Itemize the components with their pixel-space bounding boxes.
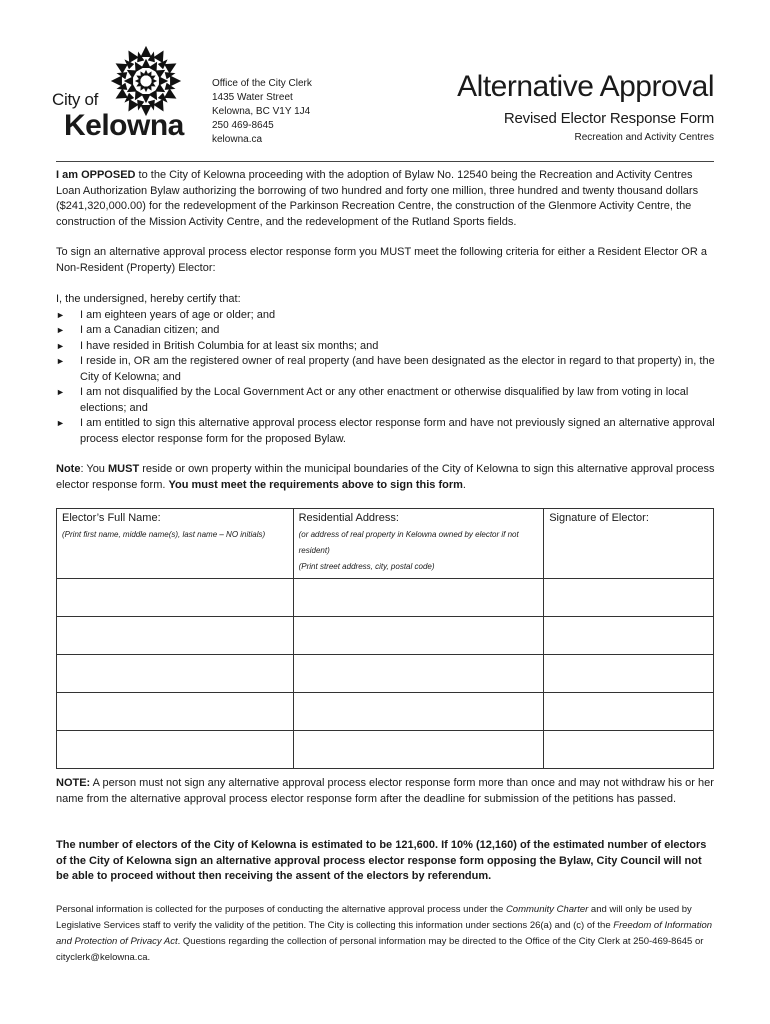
page-subtitle: Revised Elector Response Form [503,110,714,127]
address-cell[interactable] [293,617,544,655]
address-line: 250 469-8645 [212,120,274,131]
privacy-text: and will only be used by Legislative Services staff to verify the validity of the petition. The City is collecting this information under sections 26(a) and (c) of the [56,904,692,931]
address-hint-owner: (or address of real property in Kelowna owned by elector if not resident) [298,530,519,555]
certify-intro: I, the undersigned, hereby certify that: [56,293,241,305]
header-divider [56,161,714,162]
list-item: ► I reside in, OR am the registered owner of real property (and have been designated as the elector in regard to that property) in, the City of Kelowna; and [56,354,716,385]
withdraw-note-text: A person must not sign any alternative approval process elector response form more than once and may not withdraw his or her name from the alternative approval process elector response form after the deadline for submission of the petitions has passed. [56,777,714,805]
opposed-bold: I am OPPOSED [56,169,136,181]
address-line: Kelowna, BC V1Y 1J4 [212,106,311,117]
list-item: ► I am a Canadian citizen; and [56,323,716,339]
address-header-hint [299,527,539,575]
signature-cell[interactable] [544,731,714,769]
table-row [57,693,714,731]
note-requirement: You must meet the requirements above to sign this form [168,478,463,491]
privacy-paragraph [56,902,716,966]
privacy-act-foi: Freedom of Information and Protection of Privacy Act [56,920,713,947]
estimate-paragraph: The number of electors of the City of Kelowna is estimated to be 121,600. If 10% (12,160) of the estimated number of electors of the City of Kelowna sign an alternative approval process elector response form opposing the Bylaw, City Council will not be able to proceed without then receiving the assent of the electors by referendum. [56,839,707,882]
name-cell[interactable] [57,617,294,655]
opposed-paragraph [56,168,716,230]
signature-cell[interactable] [544,579,714,617]
table-row [57,731,714,769]
table-row [57,655,714,693]
name-header-label: Elector’s Full Name: [62,512,161,524]
withdraw-note [56,776,716,807]
privacy-act-charter: Community Charter [505,904,589,915]
note-text: reside or own property within the municipal boundaries of the City of Kelowna to sign this alternative approval process elector response form. [56,463,715,491]
note-text: : You [80,463,108,475]
privacy-text: . Questions regarding the collection of personal information may be directed to the Office of the City Clerk at 250-469-8645 or cityclerk@kelowna.ca. [56,936,704,963]
signature-cell[interactable] [544,617,714,655]
signature-cell[interactable] [544,693,714,731]
logo-kelowna: Kelowna [64,109,184,142]
note-paragraph [56,462,716,493]
address-line: kelowna.ca [212,134,263,145]
city-logo [52,44,192,144]
address-hint-print: (Print street address, city, postal code) [298,562,435,571]
address-cell[interactable] [293,579,544,617]
table-row [57,617,714,655]
address-cell[interactable] [293,655,544,693]
table-row [57,579,714,617]
note-period: . [462,478,466,491]
opposed-text: to the City of Kelowna proceeding with the adoption of Bylaw No. 12540 being the Recreation and Activity Centres Loan Authorization Bylaw authorizing the borrowing of two hundred and forty one million, three hundred and twenty thousand dollars ($241,320,000.00) for the redevelopment of the Parkinson Recreation Centre, the construction of the Glenmore Activity Centre, the construction of the Mission Activity Centre, and the redevelopment of the Rutland Sports fields. [56,169,699,228]
address-line: Office of the City Clerk [212,78,312,89]
certify-section [56,292,716,447]
note-must: MUST [108,463,140,475]
privacy-text: Personal information is collected for the purposes of conducting the alternative approval process under the [56,904,506,915]
name-cell[interactable] [57,655,294,693]
address-line: 1435 Water Street [212,92,293,103]
list-item: ► I am eighteen years of age or older; and [56,308,716,324]
clerk-address [212,77,312,147]
list-item: ► I have resided in British Columbia for at least six months; and [56,339,716,355]
name-cell[interactable] [57,731,294,769]
address-cell[interactable] [293,693,544,731]
criteria-list [56,308,716,448]
address-cell[interactable] [293,731,544,769]
signature-header: Signature of Elector: [544,509,714,579]
table-header-row [57,509,714,579]
name-cell[interactable] [57,579,294,617]
page-subsubtitle: Recreation and Activity Centres [574,132,714,143]
address-header-label: Residential Address: [298,512,399,524]
address-header [293,509,544,579]
criteria-paragraph: To sign an alternative approval process elector response form you MUST meet the following criteria for either a Resident Elector OR a Non-Resident (Property) Elector: [56,246,707,274]
page-title: Alternative Approval [457,70,714,103]
logo-city-of: City of [52,90,99,109]
withdraw-note-label: NOTE: [56,777,91,789]
note-label: Note [56,463,81,475]
signature-cell[interactable] [544,655,714,693]
list-item: ► I am not disqualified by the Local Government Act or any other enactment or otherwise disqualified by law from voting in local elections; and [56,385,716,416]
list-item: ► I am entitled to sign this alternative approval process elector response form and have not previously signed an alternative approval process elector response form for the proposed Bylaw. [56,416,716,447]
name-header [57,509,294,579]
kelowna-emblem-icon [109,44,183,118]
name-header-hint: (Print first name, middle name(s), last name – NO initials) [62,530,266,539]
elector-table [56,508,714,769]
name-cell[interactable] [57,693,294,731]
